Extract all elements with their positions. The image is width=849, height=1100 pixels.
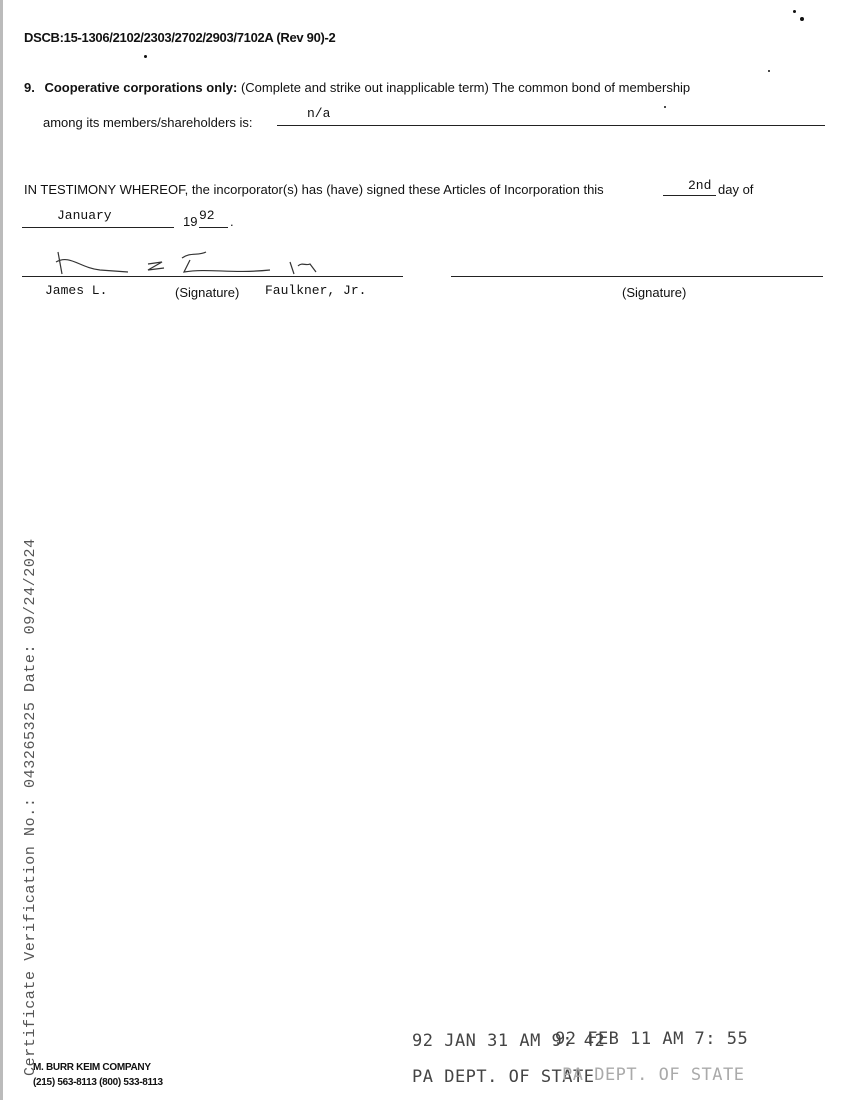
testimony-day: 2nd: [688, 178, 712, 193]
item9-answer-line: [277, 125, 825, 126]
certificate-verification: Certificate Verification No.: 043265325 Date: 09/24/2024: [22, 538, 39, 1076]
item9-line2-label: among its members/shareholders is:: [43, 115, 253, 130]
filing-stamp-date-1: 92 JAN 31 AM 9: 42: [412, 1031, 606, 1051]
testimony-month: January: [57, 208, 112, 223]
scan-speck: [664, 106, 666, 108]
scan-speck: [768, 70, 770, 72]
testimony-day-of: day of: [718, 182, 754, 197]
filing-stamp-dept-2: PA DEPT. OF STATE: [562, 1065, 745, 1085]
signer-last-name: Faulkner, Jr.: [265, 283, 367, 298]
year-line: [199, 227, 228, 228]
left-signature-line: [22, 276, 403, 277]
filing-stamp-dept-1: PA DEPT. OF STATE: [412, 1067, 595, 1087]
day-line: [663, 195, 716, 196]
item9-answer: n/a: [307, 106, 331, 121]
form-code: DSCB:15-1306/2102/2303/2702/2903/7102A (Rev 90)-2: [24, 30, 336, 45]
left-signature-label: (Signature): [175, 285, 240, 300]
scan-speck: [144, 55, 147, 58]
testimony-text: IN TESTIMONY WHEREOF, the incorporator(s) has (have) signed these Articles of Incorporation this: [24, 182, 604, 197]
item9-number: 9.: [24, 80, 35, 95]
testimony-year-suffix: 92: [199, 208, 215, 223]
scan-speck: [793, 10, 796, 13]
scan-speck: [800, 17, 804, 21]
printer-company: M. BURR KEIM COMPANY: [33, 1062, 151, 1073]
printer-phones: (215) 563-8113 (800) 533-8113: [33, 1077, 163, 1088]
right-signature-label: (Signature): [622, 285, 687, 300]
item9-line1: [24, 80, 690, 95]
testimony-year-prefix: 19: [183, 214, 198, 229]
item9-text: (Complete and strike out inapplicable term) The common bond of membership: [240, 80, 691, 95]
month-line: [22, 227, 174, 228]
signer-first-name: James L.: [45, 283, 108, 298]
testimony-period: .: [230, 214, 234, 229]
scan-edge: [0, 0, 3, 1100]
filing-stamp-date-2: 92 FEB 11 AM 7: 55: [555, 1029, 749, 1049]
item9-title: Cooperative corporations only:: [44, 80, 238, 95]
right-signature-line: [451, 276, 823, 277]
